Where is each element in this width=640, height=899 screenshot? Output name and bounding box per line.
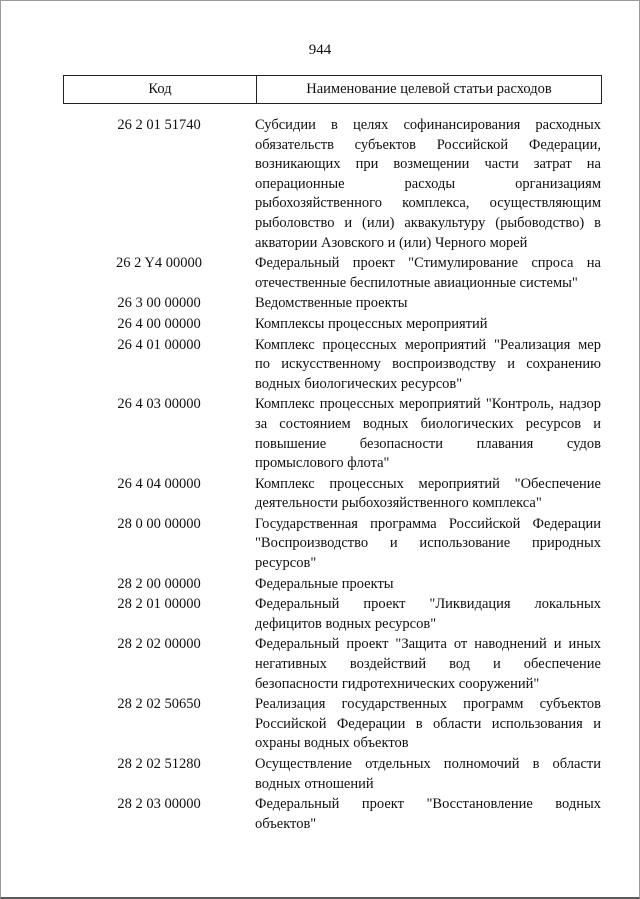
code-column-header: Код <box>64 76 257 103</box>
row-code: 28 0 00 00000 <box>117 515 201 532</box>
row-name: Ведомственные проекты <box>255 295 408 312</box>
row-name: Комплекс процессных мероприятий "Обеспечение деятельности рыбохозяйственного комплекса" <box>255 475 601 512</box>
row-code: 28 2 01 00000 <box>117 596 201 613</box>
row-code: 28 2 03 00000 <box>117 796 201 813</box>
table-row <box>63 595 603 634</box>
row-code: 28 2 02 00000 <box>117 636 201 653</box>
table-row <box>63 475 603 514</box>
row-code: 28 2 02 51280 <box>117 756 201 772</box>
table-row <box>63 395 603 473</box>
row-name: Комплекс процессных мероприятий "Реализация мер по искусственному воспроизводству и сохранению водных биологических ресурсов" <box>255 336 601 392</box>
table-row <box>63 795 603 834</box>
table-row <box>63 294 603 314</box>
row-name: Федеральный проект "Стимулирование спроса на отечественные беспилотные авиационные системы" <box>255 255 601 291</box>
table-row <box>63 336 603 395</box>
page-number: 944 <box>308 42 332 58</box>
table-body <box>63 116 603 835</box>
row-code: 28 2 02 50650 <box>117 696 201 713</box>
row-name: Федеральные проекты <box>255 575 394 592</box>
row-name: Осуществление отдельных полномочий в области водных отношений <box>255 756 601 792</box>
row-name: Федеральный проект "Защита от наводнений и иных негативных воздействий вод и обеспечение безопасности гидротехнических сооружений" <box>255 636 601 692</box>
row-code: 26 2 01 51740 <box>117 117 201 133</box>
table-row <box>63 695 603 754</box>
name-column-header: Наименование целевой статьи расходов <box>306 81 552 97</box>
row-code: 26 4 03 00000 <box>117 396 201 413</box>
table-row <box>63 635 603 694</box>
table-row <box>63 575 603 595</box>
row-code: 26 2 Y4 00000 <box>115 255 203 272</box>
row-name: Комплекс процессных мероприятий "Контроль, надзор за состоянием водных биологических ресурсов и повышение безопасности плавания судов промыслового флота" <box>255 396 601 472</box>
row-name: Федеральный проект "Восстановление водных объектов" <box>255 796 601 832</box>
row-name: Комплексы процессных мероприятий <box>255 315 488 332</box>
table-row <box>63 254 603 293</box>
row-code: 26 3 00 00000 <box>117 295 201 312</box>
row-code: 26 4 00 00000 <box>117 315 201 332</box>
row-code: 26 4 01 00000 <box>117 336 201 353</box>
row-name: Субсидии в целях софинансирования расходных обязательств субъектов Российской Федерации, возникающих при возмещении части затрат на операционные расходы организациям рыбохозяйственного комплекса, осуществляющим рыболовство и (или) аквакультуру (рыбоводство) в акватории Азовского и (или) Черного морей <box>255 117 601 251</box>
row-code: 26 4 04 00000 <box>117 475 201 492</box>
row-name: Реализация государственных программ субъектов Российской Федерации в области использования и охраны водных объектов <box>255 696 601 752</box>
table-header <box>63 75 602 104</box>
table-row <box>63 315 603 335</box>
row-name: Федеральный проект "Ликвидация локальных дефицитов водных ресурсов" <box>255 596 601 632</box>
table-row <box>63 116 603 253</box>
row-code: 28 2 00 00000 <box>117 575 201 592</box>
table-row <box>63 755 603 794</box>
row-name: Государственная программа Российской Федерации "Воспроизводство и использование природных ресурсов" <box>255 515 601 572</box>
table-row <box>63 515 603 574</box>
